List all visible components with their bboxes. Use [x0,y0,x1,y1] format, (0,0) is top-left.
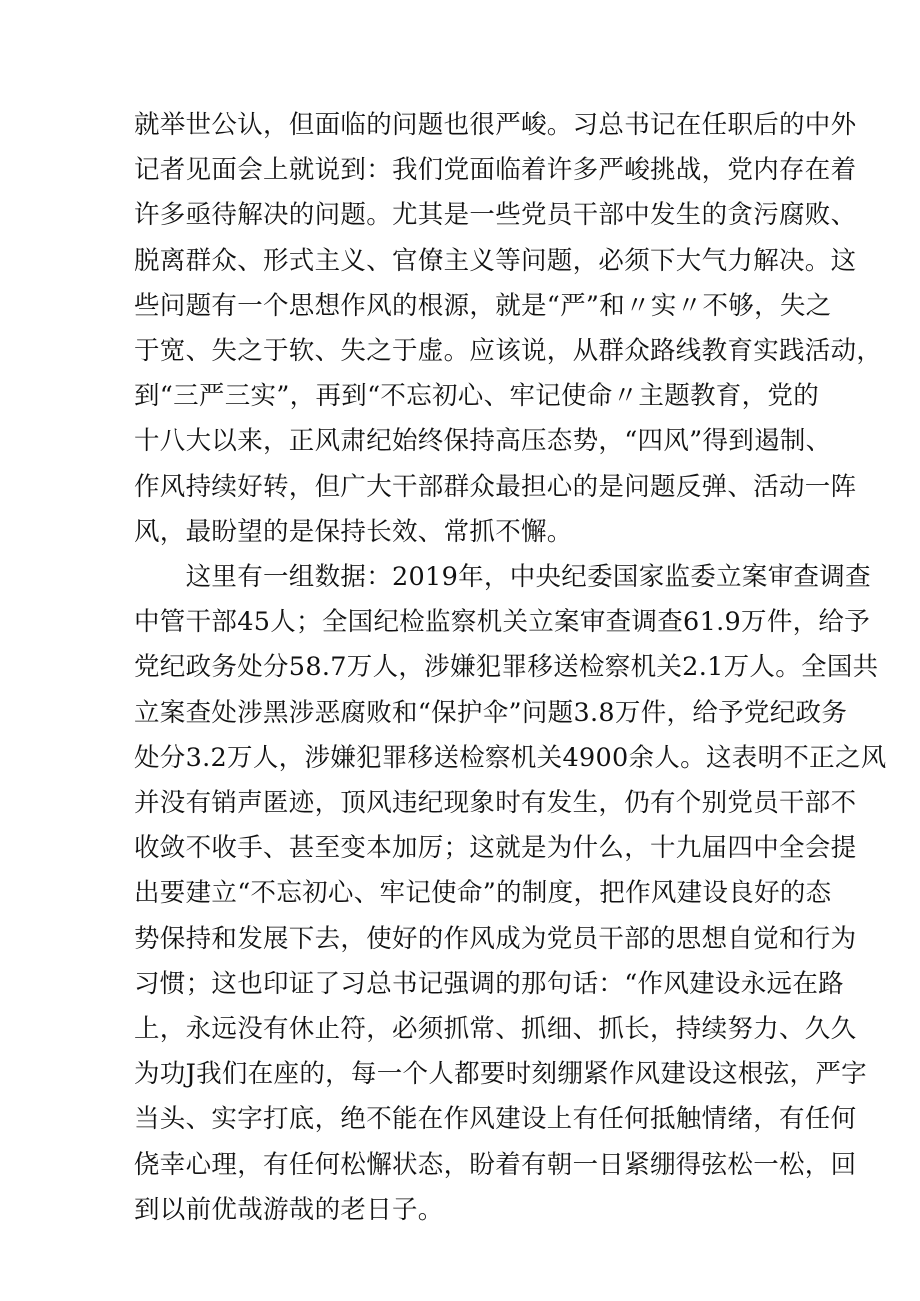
text-line: 就举世公认，但面临的问题也很严峻。习总书记在任职后的中外 [134,110,857,140]
text-line: 习惯；这也印证了习总书记强调的那句话：“作风建设永远在路 [134,968,844,999]
text-line: 中管干部45人；全国纪检监察机关立案审查调查61.9万件，给予 [134,607,871,638]
document-page [134,103,887,1233]
text-line: 处分3.2万人，涉嫌犯罪移送检察机关4900余人。这表明不正之风 [134,742,887,773]
text-line: 势保持和发展下去，使好的作风成为党员干部的思想自觉和行为 [134,923,857,954]
text-line: 上，永远没有休止符，必须抓常、抓细、抓长，持续努力、久久 [134,1014,857,1045]
text-line: 侥幸心理，有任何松懈状态，盼着有朝一日紧绷得弦松一松，回 [134,1149,857,1180]
text-line: 风，最盼望的是保持长效、常抓不懈。 [134,516,573,547]
text-line: 脱离群众、形式主义、官僚主义等问题，必须下大气力解决。这 [134,245,857,276]
paragraph-2 [134,555,887,1233]
text-line: 到以前优哉游哉的老日子。 [134,1194,444,1225]
text-line: 立案查处涉黑涉恶腐败和“保护伞”问题3.8万件，给予党纪政务 [134,697,848,728]
text-line: 许多亟待解决的问题。尤其是一些党员干部中发生的贪污腐败、 [134,200,857,231]
text-line: 记者见面会上就说到：我们党面临着许多严峻挑战，党内存在着 [134,155,857,186]
paragraph-1 [134,103,883,555]
text-line: 并没有销声匿迹，顶风违纪现象时有发生，仍有个别党员干部不 [134,788,857,819]
text-line: 到“三严三实”，再到“不忘初心、牢记使命〃主题教育，党的 [134,381,820,412]
text-line: 这里有一组数据：2019年，中央纪委国家监委立案审查调查 [134,562,871,593]
text-line: 出要建立“不忘初心、牢记使命”的制度，把作风建设良好的态 [134,878,832,909]
text-line: 收敛不收手、甚至变本加厉；这就是为什么，十九届四中全会提 [134,833,857,864]
text-line: 为功J我们在座的，每一个人都要时刻绷紧作风建设这根弦，严字 [134,1059,867,1090]
text-line: 当头、实字打底，绝不能在作风建设上有任何抵触情绪，有任何 [134,1104,857,1135]
text-line: 于宽、失之于软、失之于虚。应该说，从群众路线教育实践活动， [134,336,883,367]
text-line: 些问题有一个思想作风的根源，就是“严”和〃实〃不够，失之 [134,290,832,321]
text-line: 十八大以来，正风肃纪始终保持高压态势，“四风”得到遏制、 [134,426,832,457]
text-line: 作风持续好转，但广大干部群众最担心的是问题反弹、活动一阵 [134,471,857,502]
text-line: 党纪政务处分58.7万人，涉嫌犯罪移送检察机关2.1万人。全国共 [134,652,879,683]
